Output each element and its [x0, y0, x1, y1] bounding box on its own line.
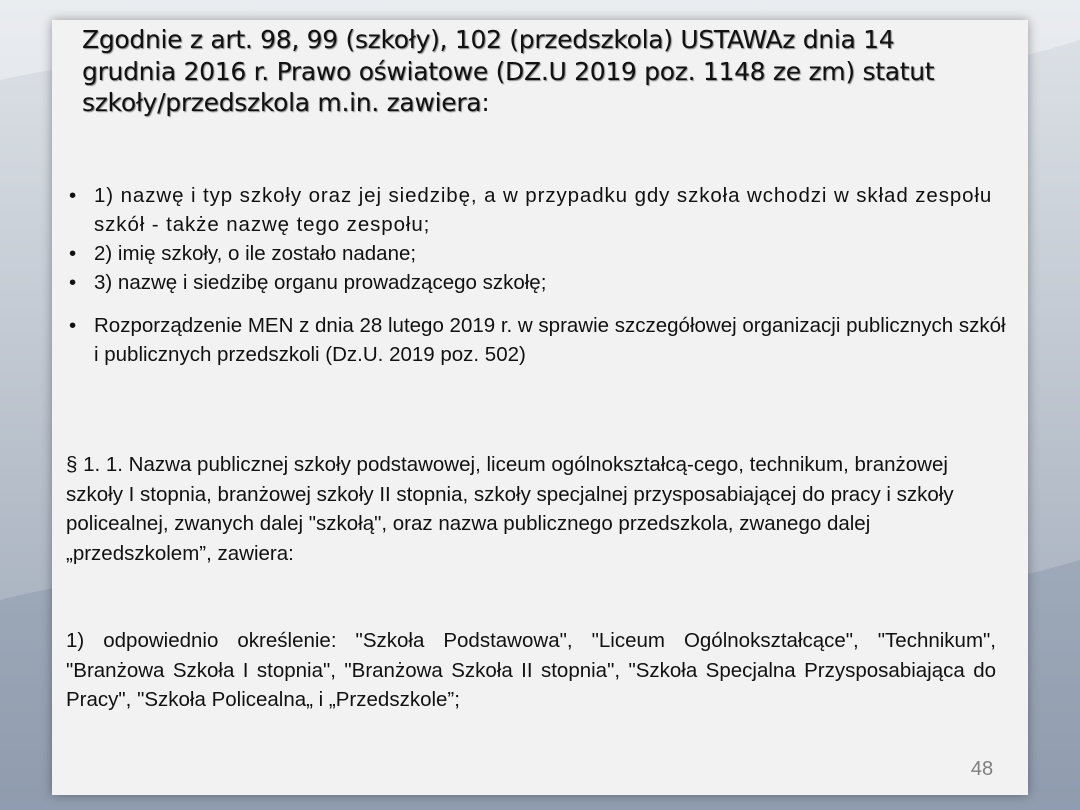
slide-title-colon: :: [481, 88, 490, 117]
page-number: 48: [970, 758, 994, 780]
slide-title-text: Zgodnie z art. 98, 99 (szkoły), 102 (przedszkola) USTAWAz dnia 14 grudnia 2016 r. Prawo oświatowe (DZ.U 2019 poz. 1148 ze zm) statut szkoły/przedszkola m.in. zawiera: [82, 25, 935, 117]
bullet-item-3: • 3) nazwę i siedzibę organu prowadzącego szkołę;: [66, 268, 1006, 297]
bullet-item-2: • 2) imię szkoły, o ile zostało nadane;: [66, 239, 1006, 268]
bullet-item-1: • 1) nazwę i typ szkoły oraz jej siedzibę, a w przypadku gdy szkoła wchodzi w skład zespołu szkół - także nazwę tego zespołu;: [66, 181, 1006, 239]
bullet-item-regulation: • Rozporządzenie MEN z dnia 28 lutego 2019 r. w sprawie szczegółowej organizacji publicznych szkół i publicznych przedszkoli (Dz.U. 2019 poz. 502): [66, 311, 1006, 369]
slide-title: [82, 24, 982, 119]
paragraph-point-1: 1) odpowiednio określenie: "Szkoła Podstawowa", "Liceum Ogólnokształcące", "Technikum", "Branżowa Szkoła I stopnia", "Branżowa Szkoła II stopnia", "Szkoła Specjalna Przysposabiająca do Pracy", "Szkoła Policealna„ i „Przedszkole”;: [66, 629, 996, 711]
bullet-list: [66, 181, 1006, 369]
paragraph-section-1: § 1. 1. Nazwa publicznej szkoły podstawowej, liceum ogólnokształcą-cego, technikum, branżowej szkoły I stopnia, branżowej szkoły II stopnia, szkoły specjalnej przysposabiającej do pracy i szkoły policealnej, zwanych dalej "szkołą", oraz nazwa publicznego przedszkola, zwanego dalej „przedszkolem”, zawiera:: [66, 453, 954, 565]
